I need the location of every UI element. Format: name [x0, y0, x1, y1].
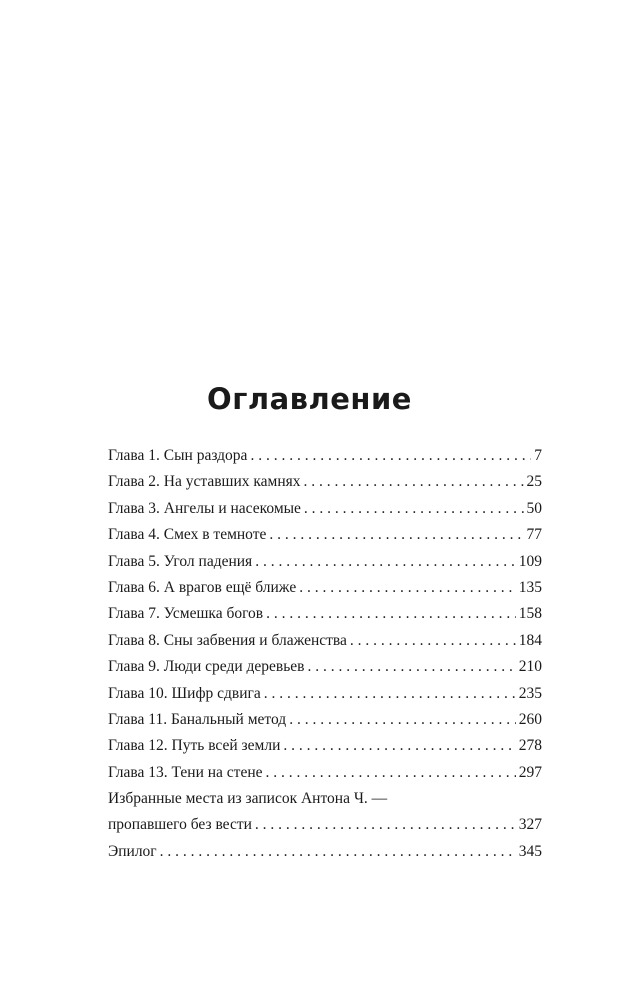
toc-entry-page: 210 — [518, 658, 542, 676]
toc-entry-page: 297 — [518, 763, 542, 781]
dot-leader — [255, 549, 516, 575]
toc-entry-label: Глава 3. Ангелы и насекомые — [108, 499, 301, 517]
toc-entry — [108, 760, 542, 786]
toc-entry-page: 158 — [518, 605, 542, 623]
dot-leader — [350, 628, 516, 654]
dot-leader — [304, 469, 524, 495]
toc-entry-label: Глава 8. Сны забвения и блаженства — [108, 631, 347, 649]
toc-entry-page: 135 — [518, 578, 542, 596]
toc-entry-page: 327 — [518, 816, 542, 834]
dot-leader — [264, 681, 516, 707]
table-of-contents — [108, 443, 542, 865]
toc-entry-page: 7 — [534, 447, 542, 464]
toc-entry — [108, 733, 542, 759]
dot-leader — [289, 707, 516, 733]
toc-entry-label: Глава 10. Шифр сдвига — [108, 684, 261, 702]
toc-entry — [108, 628, 542, 654]
toc-entry — [108, 522, 542, 548]
dot-leader — [255, 812, 516, 838]
toc-entry — [108, 469, 542, 495]
dot-leader — [266, 601, 516, 627]
toc-entry-page: 345 — [518, 842, 542, 860]
toc-entry-page: 184 — [518, 631, 542, 649]
toc-entry-epilogue — [108, 839, 542, 865]
toc-entry — [108, 654, 542, 680]
toc-entry-page: 235 — [518, 684, 542, 702]
toc-entry — [108, 549, 542, 575]
dot-leader — [266, 760, 516, 786]
dot-leader — [307, 654, 515, 680]
toc-entry-label: Глава 7. Усмешка богов — [108, 605, 264, 623]
dot-leader — [304, 496, 524, 522]
toc-entry-page: 77 — [526, 526, 542, 544]
toc-entry — [108, 681, 542, 707]
dot-leader — [283, 733, 515, 759]
toc-entry-label: Эпилог — [108, 842, 157, 860]
toc-entry — [108, 601, 542, 627]
toc-entry-page: 50 — [526, 499, 542, 517]
toc-entry — [108, 707, 542, 733]
toc-entry — [108, 575, 542, 601]
toc-entry-page: 260 — [518, 710, 542, 728]
toc-entry-label: Глава 5. Угол падения — [108, 552, 253, 570]
toc-entry-label: Глава 13. Тени на стене — [108, 763, 263, 781]
toc-entry-page: 109 — [518, 552, 542, 570]
toc-entry — [108, 443, 542, 469]
toc-entry-label: Избранные места из записок Антона Ч. — — [108, 790, 388, 808]
dot-leader — [269, 522, 523, 548]
toc-entry-label: Глава 12. Путь всей земли — [108, 737, 281, 755]
dot-leader — [160, 839, 516, 865]
toc-entry-extra-line1 — [108, 786, 542, 812]
toc-title: Оглавление — [207, 382, 412, 416]
toc-entry-page: 25 — [526, 473, 542, 491]
toc-entry-page: 278 — [518, 737, 542, 755]
toc-entry-label: Глава 2. На уставших камнях — [108, 473, 301, 491]
toc-entry-label: пропавшего без вести — [108, 816, 252, 834]
toc-entry-extra — [108, 812, 542, 838]
toc-entry-label: Глава 11. Банальный метод — [108, 710, 287, 728]
toc-entry-label: Глава 1. Сын раздора — [108, 447, 248, 464]
toc-entry-label: Глава 4. Смех в темноте — [108, 526, 267, 544]
toc-entry-label: Глава 6. А врагов ещё ближе — [108, 578, 297, 596]
toc-entry — [108, 496, 542, 522]
dot-leader — [299, 575, 516, 601]
toc-entry-label: Глава 9. Люди среди деревьев — [108, 658, 305, 676]
dot-leader — [250, 443, 531, 469]
